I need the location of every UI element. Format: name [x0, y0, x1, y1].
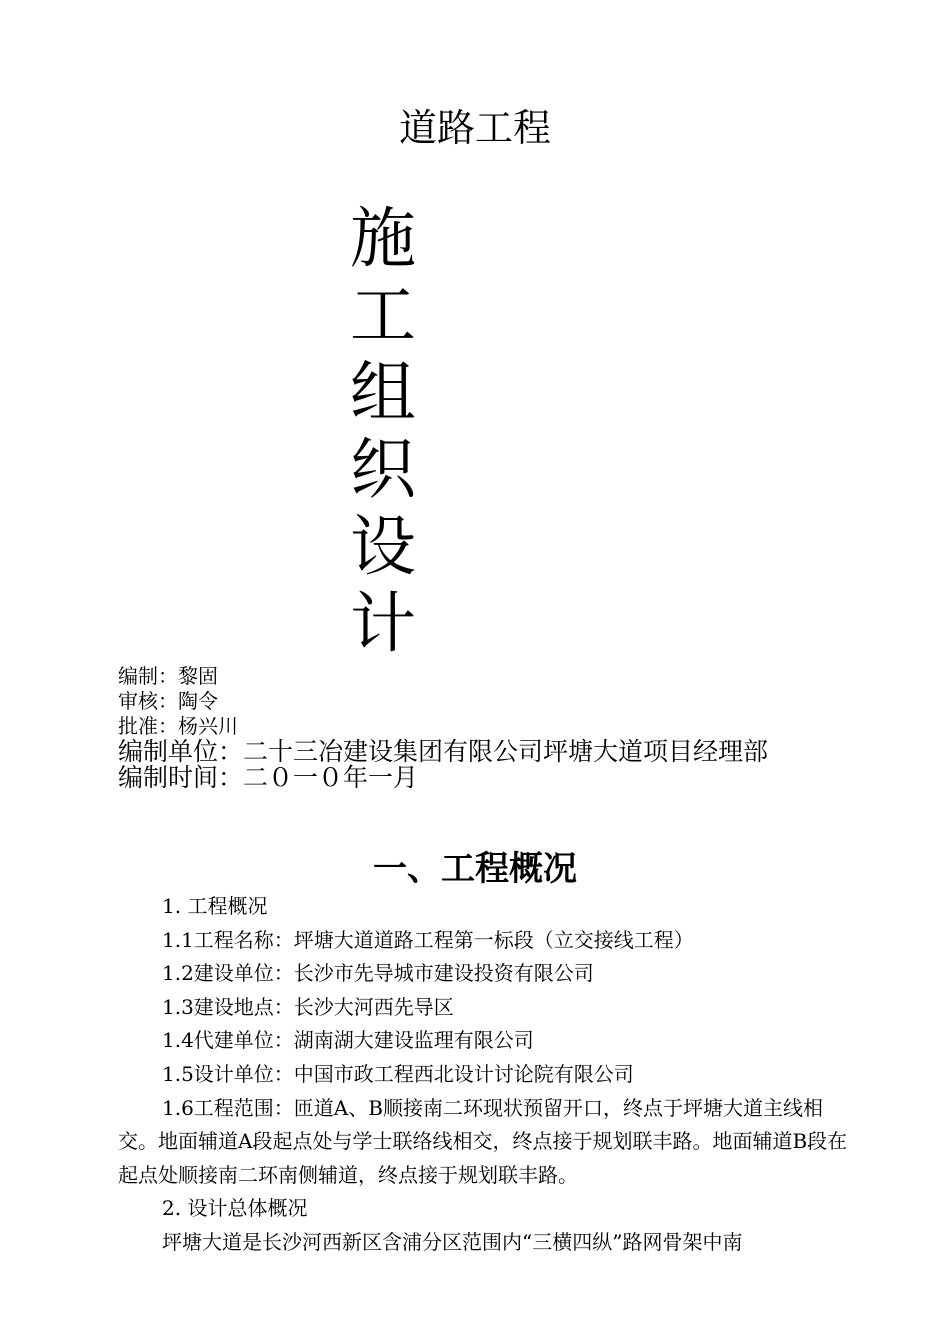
credit-compiler: 编制：黎固 — [118, 664, 218, 688]
paragraph: 1.5设计单位：中国市政工程西北设计讨论院有限公司 — [162, 1061, 634, 1086]
paragraph: 1.6工程范围：匝道A、B顺接南二环现状预留开口，终点于坪塘大道主线相交。地面辅道A段起点处与学士联络线相交，终点接于规划联丰路。地面辅道B段在起点处顺接南二环南侧辅道，终点接于规划联丰路。 — [118, 1095, 848, 1187]
credit-approver: 批准：杨兴川 — [118, 714, 238, 738]
credit-date: 编制时间：二０一０年一月 — [118, 763, 419, 792]
vertical-title-char: 组 — [350, 354, 416, 431]
vertical-title-char: 工 — [350, 277, 416, 354]
paragraph: 1. 工程概况 — [162, 894, 268, 918]
credit-unit: 编制单位：二十三冶建设集团有限公司坪塘大道项目经理部 — [118, 737, 769, 766]
vertical-title-char: 施 — [350, 200, 416, 277]
paragraph: 1.1工程名称：坪塘大道道路工程第一标段（立交接线工程） — [162, 927, 694, 952]
credits-block — [118, 664, 768, 791]
vertical-title-char: 设 — [350, 508, 416, 585]
document-title: 道路工程 — [398, 106, 551, 150]
credit-reviewer: 审核：陶令 — [118, 689, 218, 713]
vertical-title-char: 计 — [350, 585, 416, 662]
paragraph: 1.4代建单位：湖南湖大建设监理有限公司 — [162, 1028, 534, 1053]
vertical-title-char: 织 — [350, 431, 416, 508]
section-heading: 一、工程概况 — [373, 849, 577, 889]
vertical-title — [350, 200, 430, 662]
paragraph: 2. 设计总体概况 — [162, 1196, 308, 1221]
paragraph: 坪塘大道是长沙河西新区含浦分区范围内“三横四纵”路网骨架中南 — [162, 1229, 743, 1254]
paragraph: 1.3建设地点：长沙大河西先导区 — [162, 994, 454, 1019]
paragraph: 1.2建设单位：长沙市先导城市建设投资有限公司 — [162, 961, 594, 986]
section-body — [118, 890, 848, 1260]
